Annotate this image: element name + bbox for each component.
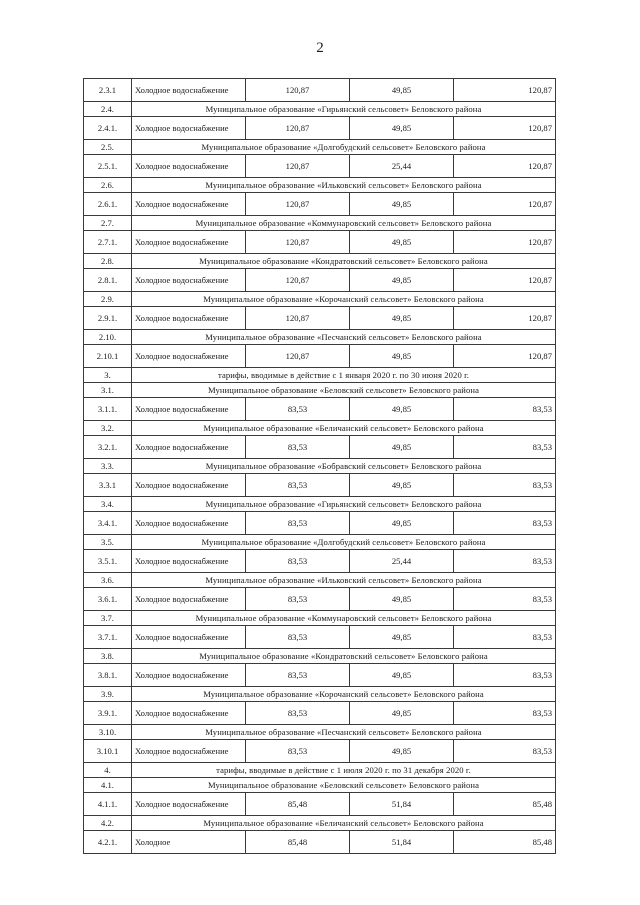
row-number: 2.3.1 [84, 79, 132, 102]
row-number: 3.4.1. [84, 512, 132, 535]
section-header-row [84, 102, 556, 117]
tariff-value-2: 49,85 [350, 307, 454, 330]
table-row [84, 793, 556, 816]
section-header-row [84, 292, 556, 307]
tariff-value-3: 120,87 [454, 231, 556, 254]
row-number: 2.6.1. [84, 193, 132, 216]
row-number: 3.5.1. [84, 550, 132, 573]
section-title: тарифы, вводимые в действие с 1 января 2020 г. по 30 июня 2020 г. [132, 368, 556, 383]
section-header-row [84, 687, 556, 702]
row-number: 3.7. [84, 611, 132, 626]
table-row [84, 117, 556, 140]
service-name: Холодное водоснабжение [132, 398, 246, 421]
service-name: Холодное водоснабжение [132, 117, 246, 140]
row-number: 2.9. [84, 292, 132, 307]
service-name: Холодное водоснабжение [132, 702, 246, 725]
tariff-value-2: 49,85 [350, 231, 454, 254]
section-header-row [84, 611, 556, 626]
section-title: Муниципальное образование «Кондратовский сельсовет» Беловского района [132, 649, 556, 664]
table-row [84, 512, 556, 535]
tariff-value-2: 49,85 [350, 79, 454, 102]
tariff-table [83, 78, 556, 854]
section-title: Муниципальное образование «Долгобудский сельсовет» Беловского района [132, 140, 556, 155]
service-name: Холодное водоснабжение [132, 626, 246, 649]
section-title: Муниципальное образование «Беловский сельсовет» Беловского района [132, 383, 556, 398]
table-row [84, 626, 556, 649]
section-title: Муниципальное образование «Коммунаровский сельсовет» Беловского района [132, 216, 556, 231]
row-number: 3.3. [84, 459, 132, 474]
tariff-value-1: 83,53 [246, 436, 350, 459]
row-number: 4.2. [84, 816, 132, 831]
table-row [84, 588, 556, 611]
tariff-value-3: 83,53 [454, 512, 556, 535]
section-title: Муниципальное образование «Долгобудский сельсовет» Беловского района [132, 535, 556, 550]
row-number: 2.6. [84, 178, 132, 193]
section-header-row [84, 140, 556, 155]
service-name: Холодное водоснабжение [132, 550, 246, 573]
section-title: Муниципальное образование «Корочанский сельсовет» Беловского района [132, 687, 556, 702]
tariff-value-1: 120,87 [246, 231, 350, 254]
section-title: Муниципальное образование «Песчанский сельсовет» Беловского района [132, 330, 556, 345]
tariff-value-1: 120,87 [246, 307, 350, 330]
table-row [84, 702, 556, 725]
table-row [84, 155, 556, 178]
tariff-value-2: 49,85 [350, 512, 454, 535]
table-row [84, 269, 556, 292]
service-name: Холодное водоснабжение [132, 512, 246, 535]
tariff-value-3: 83,53 [454, 398, 556, 421]
service-name: Холодное водоснабжение [132, 793, 246, 816]
table-row [84, 79, 556, 102]
section-header-row [84, 573, 556, 588]
service-name: Холодное водоснабжение [132, 345, 246, 368]
tariff-value-3: 120,87 [454, 79, 556, 102]
page-number: 2 [316, 40, 324, 56]
table-row [84, 193, 556, 216]
service-name: Холодное водоснабжение [132, 231, 246, 254]
section-title: Муниципальное образование «Кондратовский сельсовет» Беловского района [132, 254, 556, 269]
section-header-row [84, 254, 556, 269]
row-number: 4.1.1. [84, 793, 132, 816]
row-number: 2.10.1 [84, 345, 132, 368]
section-title: Муниципальное образование «Корочанский сельсовет» Беловского района [132, 292, 556, 307]
section-header-row [84, 459, 556, 474]
tariff-value-3: 83,53 [454, 626, 556, 649]
section-header-row [84, 778, 556, 793]
tariff-value-2: 49,85 [350, 345, 454, 368]
section-title: Муниципальное образование «Гирьянский сельсовет» Беловского района [132, 102, 556, 117]
table-row [84, 398, 556, 421]
row-number: 3.8. [84, 649, 132, 664]
section-header-row [84, 763, 556, 778]
tariff-value-1: 120,87 [246, 193, 350, 216]
section-header-row [84, 497, 556, 512]
row-number: 4. [84, 763, 132, 778]
section-header-row [84, 816, 556, 831]
row-number: 2.7. [84, 216, 132, 231]
row-number: 4.1. [84, 778, 132, 793]
row-number: 4.2.1. [84, 831, 132, 854]
tariff-value-3: 85,48 [454, 793, 556, 816]
section-title: Муниципальное образование «Гирьянский сельсовет» Беловского района [132, 497, 556, 512]
service-name: Холодное водоснабжение [132, 269, 246, 292]
service-name: Холодное водоснабжение [132, 193, 246, 216]
section-title: Муниципальное образование «Беловский сельсовет» Беловского района [132, 778, 556, 793]
table-row [84, 436, 556, 459]
tariff-value-1: 85,48 [246, 831, 350, 854]
tariff-value-2: 49,85 [350, 269, 454, 292]
row-number: 3.8.1. [84, 664, 132, 687]
table-row [84, 345, 556, 368]
tariff-value-2: 49,85 [350, 117, 454, 140]
row-number: 3.2.1. [84, 436, 132, 459]
service-name: Холодное водоснабжение [132, 664, 246, 687]
tariff-value-3: 120,87 [454, 345, 556, 368]
tariff-value-1: 120,87 [246, 269, 350, 292]
service-name: Холодное водоснабжение [132, 79, 246, 102]
service-name: Холодное водоснабжение [132, 436, 246, 459]
tariff-value-1: 120,87 [246, 345, 350, 368]
tariff-value-1: 120,87 [246, 79, 350, 102]
service-name: Холодное водоснабжение [132, 474, 246, 497]
tariff-value-1: 83,53 [246, 588, 350, 611]
tariff-value-2: 25,44 [350, 550, 454, 573]
tariff-value-2: 51,84 [350, 793, 454, 816]
section-title: Муниципальное образование «Песчанский сельсовет» Беловского района [132, 725, 556, 740]
tariff-value-2: 49,85 [350, 474, 454, 497]
row-number: 3.5. [84, 535, 132, 550]
tariff-value-1: 83,53 [246, 664, 350, 687]
row-number: 3.10.1 [84, 740, 132, 763]
tariff-value-1: 83,53 [246, 398, 350, 421]
row-number: 3.3.1 [84, 474, 132, 497]
tariff-value-3: 83,53 [454, 474, 556, 497]
tariff-value-3: 120,87 [454, 155, 556, 178]
section-title: тарифы, вводимые в действие с 1 июля 2020 г. по 31 декабря 2020 г. [132, 763, 556, 778]
section-header-row [84, 330, 556, 345]
row-number: 2.8. [84, 254, 132, 269]
row-number: 2.4. [84, 102, 132, 117]
row-number: 3.9. [84, 687, 132, 702]
tariff-value-2: 51,84 [350, 831, 454, 854]
row-number: 2.9.1. [84, 307, 132, 330]
row-number: 2.8.1. [84, 269, 132, 292]
tariff-value-2: 49,85 [350, 436, 454, 459]
row-number: 3.9.1. [84, 702, 132, 725]
tariff-value-2: 49,85 [350, 398, 454, 421]
tariff-value-3: 120,87 [454, 269, 556, 292]
table-row [84, 740, 556, 763]
tariff-value-3: 83,53 [454, 588, 556, 611]
table-row [84, 550, 556, 573]
tariff-value-3: 83,53 [454, 436, 556, 459]
section-header-row [84, 178, 556, 193]
service-name: Холодное водоснабжение [132, 155, 246, 178]
table-row [84, 664, 556, 687]
tariff-value-1: 83,53 [246, 550, 350, 573]
section-header-row [84, 368, 556, 383]
section-header-row [84, 725, 556, 740]
row-number: 3.1. [84, 383, 132, 398]
tariff-value-3: 120,87 [454, 193, 556, 216]
section-title: Муниципальное образование «Беличанский сельсовет» Беловского района [132, 421, 556, 436]
tariff-value-1: 83,53 [246, 740, 350, 763]
row-number: 3.10. [84, 725, 132, 740]
section-title: Муниципальное образование «Ильковский сельсовет» Беловского района [132, 178, 556, 193]
table-row [84, 231, 556, 254]
tariff-value-3: 83,53 [454, 550, 556, 573]
row-number: 3.1.1. [84, 398, 132, 421]
section-title: Муниципальное образование «Ильковский сельсовет» Беловского района [132, 573, 556, 588]
tariff-value-2: 49,85 [350, 702, 454, 725]
section-header-row [84, 649, 556, 664]
tariff-value-3: 83,53 [454, 702, 556, 725]
tariff-value-2: 49,85 [350, 740, 454, 763]
tariff-value-1: 83,53 [246, 512, 350, 535]
tariff-value-2: 49,85 [350, 626, 454, 649]
tariff-value-1: 85,48 [246, 793, 350, 816]
tariff-value-2: 25,44 [350, 155, 454, 178]
row-number: 3.7.1. [84, 626, 132, 649]
row-number: 2.4.1. [84, 117, 132, 140]
tariff-value-1: 83,53 [246, 474, 350, 497]
tariff-table-body [84, 79, 556, 854]
table-row [84, 474, 556, 497]
row-number: 3.4. [84, 497, 132, 512]
section-title: Муниципальное образование «Беличанский сельсовет» Беловского района [132, 816, 556, 831]
tariff-value-3: 120,87 [454, 307, 556, 330]
section-title: Муниципальное образование «Бобравский сельсовет» Беловского района [132, 459, 556, 474]
service-name: Холодное водоснабжение [132, 588, 246, 611]
row-number: 3.2. [84, 421, 132, 436]
service-name: Холодное [132, 831, 246, 854]
service-name: Холодное водоснабжение [132, 307, 246, 330]
table-row [84, 307, 556, 330]
tariff-value-1: 120,87 [246, 155, 350, 178]
tariff-value-2: 49,85 [350, 664, 454, 687]
row-number: 3.6.1. [84, 588, 132, 611]
tariff-value-1: 83,53 [246, 702, 350, 725]
tariff-value-1: 83,53 [246, 626, 350, 649]
row-number: 3. [84, 368, 132, 383]
tariff-value-3: 83,53 [454, 664, 556, 687]
table-row [84, 831, 556, 854]
row-number: 2.5. [84, 140, 132, 155]
tariff-value-3: 85,48 [454, 831, 556, 854]
section-title: Муниципальное образование «Коммунаровский сельсовет» Беловского района [132, 611, 556, 626]
service-name: Холодное водоснабжение [132, 740, 246, 763]
tariff-value-2: 49,85 [350, 193, 454, 216]
section-header-row [84, 383, 556, 398]
row-number: 2.5.1. [84, 155, 132, 178]
tariff-value-1: 120,87 [246, 117, 350, 140]
row-number: 2.10. [84, 330, 132, 345]
tariff-value-3: 120,87 [454, 117, 556, 140]
section-header-row [84, 421, 556, 436]
tariff-value-3: 83,53 [454, 740, 556, 763]
row-number: 2.7.1. [84, 231, 132, 254]
row-number: 3.6. [84, 573, 132, 588]
section-header-row [84, 216, 556, 231]
tariff-value-2: 49,85 [350, 588, 454, 611]
section-header-row [84, 535, 556, 550]
